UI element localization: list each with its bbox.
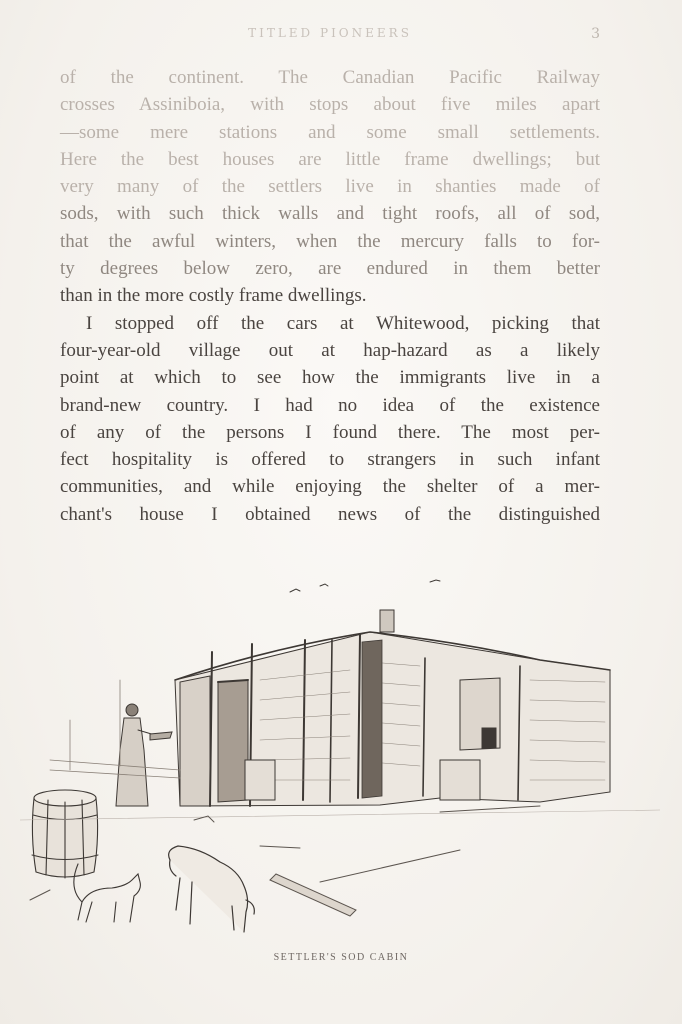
running-head <box>60 26 600 48</box>
text-line: that the awful winters, when the mercury falls to for- <box>60 230 600 252</box>
text-line: of the continent. The Canadian Pacific Railway <box>60 67 600 88</box>
text-line: crosses Assiniboia, with stops about five miles apart <box>60 94 600 116</box>
text-line: I stopped off the cars at Whitewood, picking that <box>86 312 600 334</box>
sod-cabin-illustration <box>20 570 660 950</box>
text-line: four-year-old village out at hap-hazard as a likely <box>60 339 600 361</box>
ground-debris <box>20 806 660 916</box>
woman-figure <box>116 704 172 806</box>
fence <box>50 680 180 778</box>
text-line: very many of the settlers live in shanties made of <box>60 176 600 198</box>
birds <box>290 580 440 592</box>
text-line: brand-new country. I had no idea of the existence <box>60 394 600 416</box>
text-line: sods, with such thick walls and tight roofs, all of sod, <box>60 203 600 225</box>
text-line: —some mere stations and some small settlements. <box>60 121 600 143</box>
text-line: ty degrees below zero, are endured in them better <box>60 258 600 280</box>
text-line: of any of the persons I found there. The most per- <box>60 421 600 443</box>
text-line: than in the more costly frame dwellings. <box>60 285 367 307</box>
text-line: Here the best houses are little frame dwellings; but <box>60 148 600 170</box>
body-text <box>60 64 600 528</box>
illustration-caption: SETTLER'S SOD CABIN <box>273 952 409 963</box>
text-line: chant's house I obtained news of the distinguished <box>60 503 600 525</box>
barrel <box>32 790 98 878</box>
text-line: point at which to see how the immigrants live in a <box>60 367 600 389</box>
dog-figure <box>169 846 255 932</box>
page-number: 3 <box>591 26 600 42</box>
text-line: fect hospitality is offered to strangers in such infant <box>60 449 600 471</box>
running-title: TITLED PIONEERS <box>248 26 412 40</box>
cabin <box>175 610 610 806</box>
text-line: communities, and while enjoying the shelter of a mer- <box>60 476 600 498</box>
